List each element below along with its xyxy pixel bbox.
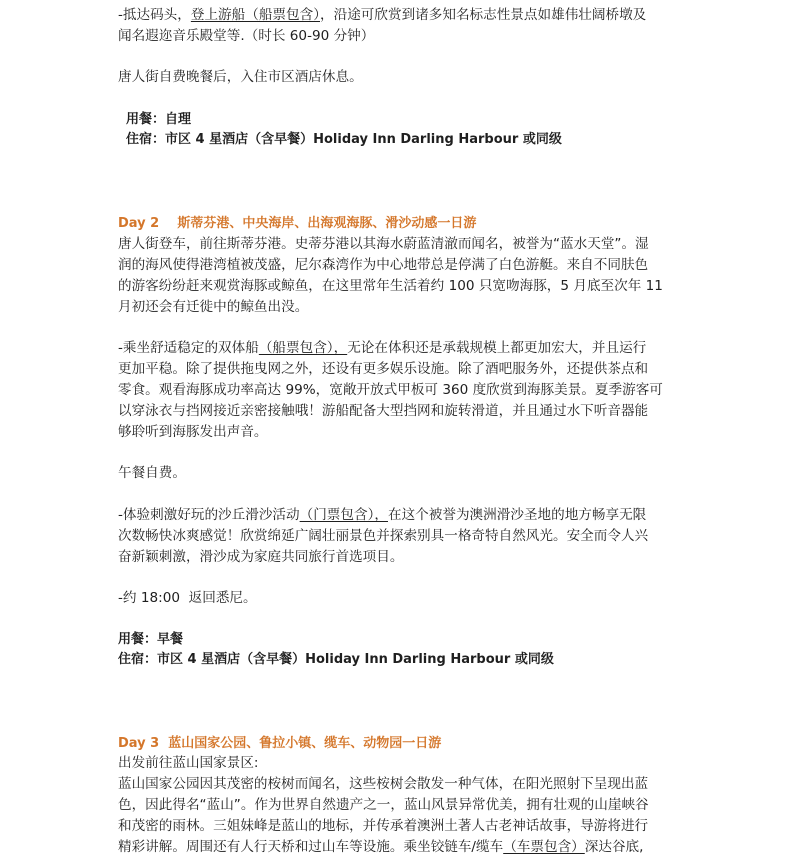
day2-paragraph-line: 月初还会有迁徙中的鲸鱼出没。 <box>118 299 309 315</box>
day2-meal: 用餐：早餐 <box>118 632 184 647</box>
catamaran-paragraph-line: 零食。观看海豚成功率高达 99%，宽敞开放式甲板可 360 度欣赏到海豚美景。夏季游客可 <box>118 382 663 398</box>
day3-paragraph-line: 精彩讲解。周围还有人行天桥和过山车等设施。乘坐铰链车/缆车（车票包含）深达谷底, <box>118 839 644 855</box>
catamaran-ticket-note: （船票包含）， <box>258 340 348 356</box>
catamaran-paragraph-line: 更加平稳。除了提供拖曳网之外，还设有更多娱乐设施。除了酒吧服务外，还提供茶点和 <box>118 361 649 377</box>
sandboarding-ticket-note: （门票包含）， <box>299 507 388 523</box>
sandboarding-paragraph-line: 奋新颖刺激，滑沙成为家庭共同旅行首选项目。 <box>118 549 404 565</box>
day2-paragraph-line: 润的海风使得港湾植被茂盛，尼尔森湾作为中心地带总是停满了白色游艇。来自不同肤色 <box>118 257 649 273</box>
cablecar-ticket-note: （车票包含） <box>503 839 585 855</box>
day2-title: Day 2 斯蒂芬港、中央海岸、出海观海豚、滑沙动感一日游 <box>118 216 477 231</box>
catamaran-paragraph-line: 以穿泳衣与挡网接近亲密接触哦！游船配备大型挡网和旋转滑道，并且通过水下听音器能 <box>118 403 649 419</box>
day1-meal: 用餐：自理 <box>126 112 192 127</box>
day3-paragraph-line: 蓝山国家公园因其茂密的桉树而闻名，这些桉树会散发一种气体，在阳光照射下呈现出蓝 <box>118 776 649 792</box>
day2-hotel: 住宿：市区 4 星酒店（含早餐）Holiday Inn Darling Harbour 或同级 <box>118 652 554 667</box>
day2-paragraph-line: 的游客纷纷赶来观赏海豚或鲸鱼，在这里常年生活着约 100 只宽吻海豚，5 月底至次年 11 <box>118 278 663 294</box>
lunch-note: 午餐自费。 <box>118 465 186 481</box>
return-note: -约 18:00 返回悉尼。 <box>118 590 257 606</box>
day3-title: Day 3 蓝山国家公园、鲁拉小镇、缆车、动物园一日游 <box>118 736 442 751</box>
dinner-note: 唐人街自费晚餐后，入住市区酒店休息。 <box>118 69 363 85</box>
day3-paragraph-line: 和茂密的雨林。三姐妹峰是蓝山的地标，并传承着澳洲土著人古老神话故事，导游将进行 <box>118 818 649 834</box>
day3-paragraph-line: 色，因此得名“蓝山”。作为世界自然遗产之一，蓝山风景异常优美，拥有壮观的山崖峡谷 <box>118 797 649 813</box>
day2-paragraph-line: 唐人街登车，前往斯蒂芬港。史蒂芬港以其海水蔚蓝清澈而闻名，被誉为“蓝水天堂”。湿 <box>118 236 649 252</box>
sandboarding-paragraph-line: 次数畅快冰爽感觉！欣赏绵延广阔壮丽景色并探索别具一格奇特自然风光。安全而令人兴 <box>118 528 649 544</box>
catamaran-paragraph-line: 够聆听到海豚发出声音。 <box>118 424 268 440</box>
sandboarding-paragraph-line: -体验刺激好玩的沙丘滑沙活动（门票包含），在这个被誉为澳洲滑沙圣地的地方畅享无限 <box>118 507 647 523</box>
catamaran-paragraph-line: -乘坐舒适稳定的双体船（船票包含），无论在体积还是承载规模上都更加宏大，并且运行 <box>118 340 647 356</box>
intro-paragraph-line: -抵达码头，登上游船（船票包含），沿途可欣赏到诸多知名标志性景点如雄伟壮阔桥墩及 <box>118 7 647 23</box>
day1-hotel: 住宿：市区 4 星酒店（含早餐）Holiday Inn Darling Harbour 或同级 <box>126 132 562 147</box>
intro-paragraph-line: 闻名遐迩音乐殿堂等.（时长 60-90 分钟） <box>118 28 375 44</box>
boat-ticket-note: 登上游船（船票包含） <box>190 7 321 23</box>
day3-depart: 出发前往蓝山国家景区: <box>118 755 259 771</box>
